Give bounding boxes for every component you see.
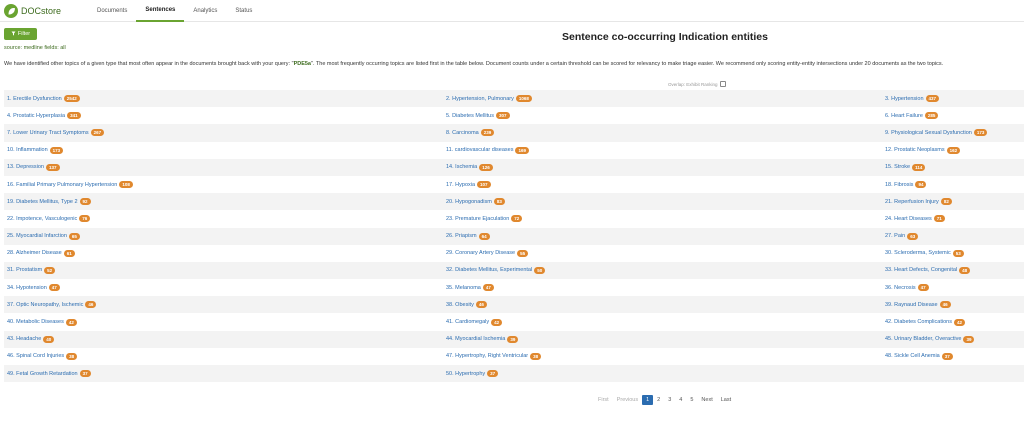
overlap-checkbox[interactable] (720, 81, 726, 87)
entity-label[interactable]: 27. Pain (885, 233, 906, 240)
entity-item[interactable] (446, 129, 494, 136)
count-badge: 173 (50, 147, 64, 154)
count-badge: 63 (907, 233, 918, 240)
entity-item[interactable] (7, 250, 75, 257)
entity-item[interactable] (885, 319, 965, 326)
brand[interactable] (4, 3, 61, 19)
count-badge: 61 (64, 250, 75, 257)
entity-label[interactable]: 4. Prostatic Hyperplasia (7, 112, 66, 119)
page-first[interactable]: First (598, 397, 609, 403)
page-title: Sentence co-occurring Indication entities (562, 31, 768, 43)
table-row (4, 262, 1024, 279)
entity-item[interactable] (885, 198, 952, 205)
entity-item[interactable] (446, 336, 518, 343)
entity-item[interactable] (7, 336, 54, 343)
entity-label[interactable]: 39. Raynaud Disease (885, 301, 938, 308)
description (4, 60, 1024, 69)
description-before: We have identified other topics of a given type that most often appear in the documents brought back with your query: " (4, 61, 294, 67)
entity-item[interactable] (446, 164, 493, 171)
entity-item[interactable] (446, 112, 510, 119)
entity-label[interactable]: 19. Diabetes Mellitus, Type 2 (7, 198, 78, 205)
count-badge: 137 (46, 164, 60, 171)
tab-status[interactable]: Status (235, 8, 253, 14)
table-row (4, 296, 1024, 313)
table-row (4, 176, 1024, 193)
page-last[interactable]: Last (720, 397, 732, 403)
entity-label[interactable]: 36. Necrosis (885, 284, 916, 291)
entity-item[interactable] (885, 353, 953, 360)
entity-label[interactable]: 15. Stroke (885, 164, 911, 171)
count-badge: 40 (43, 336, 54, 343)
entity-label[interactable]: 32. Diabetes Mellitus, Experimental (446, 267, 533, 274)
entity-label[interactable]: 49. Fetal Growth Retardation (7, 370, 78, 377)
count-badge: 108 (119, 181, 133, 188)
count-badge: 50 (534, 267, 545, 274)
entity-label[interactable]: 26. Priapism (446, 233, 477, 240)
entity-item[interactable] (885, 336, 974, 343)
brand-name: DOCstore (21, 6, 62, 16)
count-badge: 107 (477, 181, 491, 188)
entity-label[interactable]: 42. Diabetes Complications (885, 319, 952, 326)
filter-icon (11, 31, 16, 38)
entity-item[interactable] (446, 250, 528, 257)
entity-item[interactable] (885, 129, 987, 136)
entity-item[interactable] (885, 164, 925, 171)
entity-item[interactable] (7, 215, 90, 222)
query-term: PDE5a (293, 61, 311, 67)
entity-table (4, 90, 1024, 382)
entity-item[interactable] (885, 215, 945, 222)
count-badge: 53 (953, 250, 964, 257)
page-5[interactable]: 5 (690, 397, 694, 403)
page-3[interactable]: 3 (668, 397, 672, 403)
page-2[interactable]: 2 (657, 397, 661, 403)
entity-item[interactable] (446, 181, 491, 188)
entity-item[interactable] (446, 147, 529, 154)
entity-label[interactable]: 31. Prostatism (7, 267, 43, 274)
count-badge: 92 (80, 198, 91, 205)
entity-label[interactable]: 7. Lower Urinary Tract Symptoms (7, 129, 89, 136)
entity-item[interactable] (7, 112, 81, 119)
count-badge: 38 (66, 353, 77, 360)
entity-item[interactable] (446, 233, 490, 240)
entity-label[interactable]: 45. Urinary Bladder, Overactive (885, 336, 962, 343)
page-next[interactable]: Next (701, 397, 713, 403)
count-badge: 55 (517, 250, 528, 257)
filter-button[interactable] (4, 28, 37, 40)
entity-item[interactable] (446, 198, 505, 205)
count-badge: 82 (941, 198, 952, 205)
entity-label[interactable]: 9. Physiological Sexual Dysfunction (885, 129, 972, 136)
top-navbar (0, 0, 1024, 22)
entity-label[interactable]: 21. Reperfusion Injury (885, 198, 939, 205)
table-row (4, 210, 1024, 227)
entity-item[interactable] (446, 215, 522, 222)
entity-item[interactable] (7, 267, 55, 274)
count-badge: 37 (80, 370, 91, 377)
count-badge: 2542 (64, 95, 80, 102)
count-badge: 47 (483, 284, 494, 291)
entity-label[interactable]: 40. Metabolic Diseases (7, 319, 64, 326)
entity-label[interactable]: 17. Hypoxia (446, 181, 476, 188)
entity-label[interactable]: 47. Hypertrophy, Right Ventricular (446, 353, 529, 360)
count-badge: 94 (915, 181, 926, 188)
overlap-toggle[interactable] (668, 81, 726, 87)
count-badge: 72 (511, 215, 522, 222)
entity-item[interactable] (7, 319, 77, 326)
entity-label[interactable]: 38. Obesity (446, 301, 474, 308)
count-badge: 83 (494, 198, 505, 205)
entity-label[interactable]: 43. Headache (7, 336, 42, 343)
entity-label[interactable]: 48. Sickle Cell Anemia (885, 353, 940, 360)
table-row (4, 365, 1024, 382)
count-badge: 46 (476, 301, 487, 308)
entity-label[interactable]: 10. Inflammation (7, 147, 48, 154)
entity-item[interactable] (885, 95, 939, 102)
table-row (4, 107, 1024, 124)
pagination (594, 395, 735, 405)
entity-item[interactable] (7, 353, 77, 360)
tab-documents[interactable]: Documents (97, 8, 128, 14)
entity-item[interactable] (885, 267, 970, 274)
count-badge: 114 (912, 164, 925, 171)
count-badge: 47 (918, 284, 929, 291)
entity-item[interactable] (7, 181, 133, 188)
count-badge: 239 (481, 129, 495, 136)
entity-label[interactable]: 18. Fibrosis (885, 181, 914, 188)
entity-item[interactable] (446, 353, 541, 360)
entity-item[interactable] (885, 301, 951, 308)
count-badge: 47 (49, 284, 60, 291)
entity-item[interactable] (7, 233, 80, 240)
entity-label[interactable]: 3. Hypertension (885, 95, 924, 102)
table-row (4, 313, 1024, 330)
tab-sentences[interactable]: Sentences (136, 0, 184, 22)
count-badge: 1068 (516, 95, 532, 102)
table-row (4, 331, 1024, 348)
entity-item[interactable] (885, 181, 926, 188)
count-badge: 65 (69, 233, 80, 240)
entity-item[interactable] (446, 301, 487, 308)
entity-item[interactable] (446, 95, 532, 102)
entity-label[interactable]: 28. Alzheimer Disease (7, 250, 62, 257)
nav-tabs (88, 0, 261, 22)
entity-label[interactable]: 1. Erectile Dysfunction (7, 95, 62, 102)
entity-label[interactable]: 11. cardiovascular diseases (446, 147, 514, 154)
entity-item[interactable] (7, 129, 104, 136)
count-badge: 52 (44, 267, 55, 274)
description-after: ". The most frequently occurring topics are listed first in the table below. Document counts under a certain threshold can be scored for relevancy to make triage easier. We recommend only scoring entity-entity intersections under 20 documents as the two topics. (311, 61, 944, 67)
entity-item[interactable] (885, 112, 938, 119)
entity-item[interactable] (7, 147, 63, 154)
count-badge: 285 (925, 112, 939, 119)
page-previous[interactable]: Previous (616, 397, 639, 403)
leaf-logo-icon (4, 4, 18, 18)
entity-label[interactable]: 20. Hypogonadism (446, 198, 492, 205)
filter-button-label: Filter (17, 31, 31, 37)
entity-item[interactable] (7, 198, 91, 205)
table-row (4, 124, 1024, 141)
entity-item[interactable] (885, 284, 929, 291)
table-row (4, 193, 1024, 210)
table-row (4, 142, 1024, 159)
entity-item[interactable] (885, 233, 918, 240)
entity-label[interactable]: 2. Hypertension, Pulmonary (446, 95, 514, 102)
table-row (4, 159, 1024, 176)
count-badge: 71 (934, 215, 945, 222)
count-badge: 42 (954, 319, 965, 326)
entity-item[interactable] (446, 267, 545, 274)
count-badge: 162 (947, 147, 961, 154)
count-badge: 46 (940, 301, 951, 308)
entity-label[interactable]: 5. Diabetes Mellitus (446, 112, 494, 119)
entity-label[interactable]: 22. Impotence, Vasculogenic (7, 215, 78, 222)
count-badge: 437 (926, 95, 940, 102)
entity-label[interactable]: 24. Heart Diseases (885, 215, 932, 222)
table-row (4, 348, 1024, 365)
entity-label[interactable]: 34. Hypotension (7, 284, 47, 291)
entity-label[interactable]: 8. Carcinoma (446, 129, 479, 136)
count-badge: 126 (479, 164, 493, 171)
page-1[interactable]: 1 (642, 395, 653, 405)
count-badge: 76 (79, 215, 90, 222)
source-info: source: medline fields: all (4, 45, 66, 51)
overlap-label: Overlap: Exhibit Ranking (668, 81, 718, 87)
entity-label[interactable]: 37. Optic Neuropathy, Ischemic (7, 301, 84, 308)
page-4[interactable]: 4 (679, 397, 683, 403)
entity-label[interactable]: 12. Prostatic Neoplasms (885, 147, 945, 154)
table-row (4, 245, 1024, 262)
count-badge: 307 (496, 112, 510, 119)
entity-item[interactable] (446, 284, 494, 291)
count-badge: 37 (487, 370, 498, 377)
entity-item[interactable] (7, 95, 80, 102)
entity-item[interactable] (885, 147, 960, 154)
entity-label[interactable]: 16. Familial Primary Pulmonary Hypertension (7, 181, 118, 188)
entity-label[interactable]: 29. Coronary Artery Disease (446, 250, 516, 257)
entity-item[interactable] (7, 370, 91, 377)
count-badge: 169 (515, 147, 529, 154)
entity-item[interactable] (7, 301, 96, 308)
entity-label[interactable]: 33. Heart Defects, Congenital (885, 267, 958, 274)
entity-label[interactable]: 13. Depression (7, 164, 44, 171)
entity-label[interactable]: 41. Cardiomegaly (446, 319, 490, 326)
count-badge: 39 (963, 336, 974, 343)
entity-label[interactable]: 14. Ischemia (446, 164, 478, 171)
entity-label[interactable]: 30. Scleroderma, Systemic (885, 250, 951, 257)
table-row (4, 228, 1024, 245)
entity-label[interactable]: 6. Heart Failure (885, 112, 923, 119)
count-badge: 267 (91, 129, 105, 136)
count-badge: 38 (530, 353, 541, 360)
entity-label[interactable]: 35. Melanoma (446, 284, 481, 291)
count-badge: 37 (942, 353, 953, 360)
count-badge: 46 (85, 301, 96, 308)
tab-analytics[interactable]: Analytics (193, 8, 218, 14)
entity-label[interactable]: 25. Myocardial Infarction (7, 233, 67, 240)
table-row (4, 279, 1024, 296)
entity-item[interactable] (7, 284, 60, 291)
entity-item[interactable] (7, 164, 60, 171)
entity-label[interactable]: 46. Spinal Cord Injuries (7, 353, 65, 360)
count-badge: 42 (66, 319, 77, 326)
entity-label[interactable]: 44. Myocardial Ischemia (446, 336, 506, 343)
entity-item[interactable] (446, 370, 498, 377)
count-badge: 64 (479, 233, 490, 240)
entity-label[interactable]: 23. Premature Ejaculation (446, 215, 510, 222)
count-badge: 42 (491, 319, 502, 326)
count-badge: 48 (959, 267, 970, 274)
entity-item[interactable] (885, 250, 964, 257)
count-badge: 341 (67, 112, 81, 119)
count-badge: 39 (507, 336, 518, 343)
entity-label[interactable]: 50. Hypertrophy (446, 370, 486, 377)
table-row (4, 90, 1024, 107)
entity-item[interactable] (446, 319, 502, 326)
count-badge: 173 (974, 129, 988, 136)
